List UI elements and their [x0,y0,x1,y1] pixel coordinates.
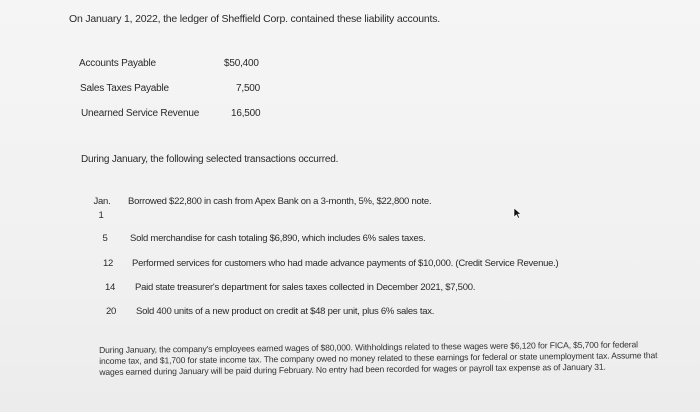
transaction-description: Sold merchandise for cash totaling $6,890, which includes 6% sales taxes. [130,233,426,244]
transaction-day: 12 [102,258,114,269]
transaction-month: Jan. [93,196,111,207]
transaction-day: 5 [102,233,108,244]
intro-text: On January 1, 2022, the ledger of Sheffield Corp. contained these liability accounts. [69,13,440,25]
transactions-heading: During January, the following selected transactions occurred. [81,154,339,165]
transaction-description: Borrowed $22,800 in cash from Apex Bank on a 3-month, 5%, $22,800 note. [128,196,432,207]
account-name: Sales Taxes Payable [80,83,169,94]
account-amount: 7,500 [236,83,261,94]
transaction-description: Performed services for customers who had made advance payments of $10,000. (Credit Service Revenue.) [132,258,559,269]
account-amount: 16,500 [231,108,261,119]
transaction-description: Sold 400 units of a new product on credit at $48 per unit, plus 6% sales tax. [136,306,435,317]
account-name: Unearned Service Revenue [81,108,200,119]
payroll-paragraph: During January, the company's employees earned wages of $80,000. Withholdings related to these wages were $6,120 for FICA, $5,700 for federal income tax, and $1,700 for state income tax. The company owed no money related to these earnings for federal or state unemployment tax. Assume that wages earned during January will be paid during February. No entry had been recorded for wages or payroll tax expense as of January 31. [99,339,658,378]
transaction-day: 14 [104,282,116,293]
account-name: Accounts Payable [79,58,156,69]
transaction-description: Paid state treasurer's department for sales taxes collected in December 2021, $7,500. [135,282,476,293]
transaction-day: 1 [98,210,104,221]
transaction-day: 20 [105,306,117,317]
account-amount: $50,400 [224,58,259,69]
